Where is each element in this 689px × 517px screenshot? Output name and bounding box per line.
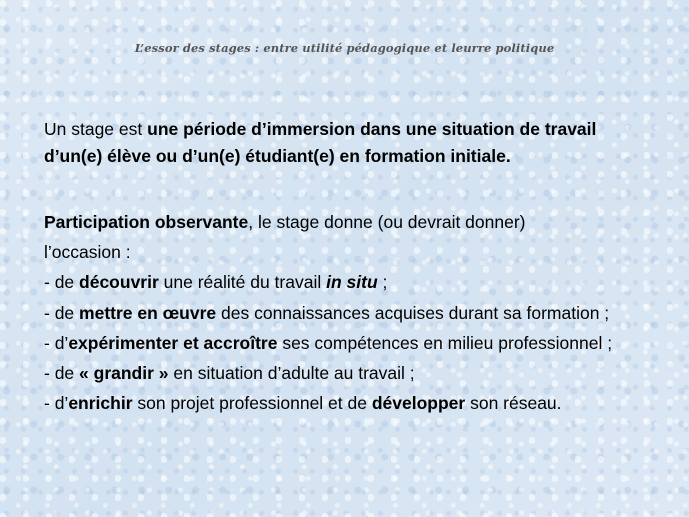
slide-subtitle: L’essor des stages : entre utilité pédagogique et leurre politique: [134, 41, 555, 55]
list-item-prefix: - de: [44, 302, 80, 323]
list-item-prefix: - d’: [44, 332, 69, 353]
body-paragraph: [44, 207, 674, 418]
intro-rest: , le stage donne (ou devrait donner): [248, 212, 526, 232]
list-item: [44, 267, 674, 297]
definition-line-1: [44, 116, 674, 143]
intro-bold: Participation observante: [44, 212, 249, 232]
list-item-text: son projet professionnel et de: [132, 393, 372, 414]
list-item-text: une réalité du travail: [158, 272, 327, 293]
intro-line-1: [44, 207, 674, 237]
list-item-suffix: son réseau.: [465, 393, 562, 414]
list-item: [44, 328, 674, 358]
list-item: [44, 388, 674, 418]
list-item-suffix: ses compétences en milieu professionnel ;: [277, 332, 613, 353]
intro-line-2: l’occasion :: [44, 242, 131, 263]
list-item-suffix: des connaissances acquises durant sa formation ;: [216, 302, 610, 323]
list-item-suffix: ;: [377, 272, 388, 293]
list-item-prefix: - de: [44, 363, 80, 384]
list-item-keyword-2: développer: [371, 393, 466, 414]
list-item-keyword: « grandir »: [79, 363, 169, 384]
list-item-prefix: - de: [44, 272, 80, 293]
definition-prefix: Un stage est: [44, 119, 148, 139]
list-item-prefix: - d’: [44, 393, 69, 414]
list-item-keyword: expérimenter et accroître: [68, 332, 278, 353]
list-item-keyword: découvrir: [79, 272, 159, 293]
list-item: [44, 358, 674, 388]
list-item-keyword: enrichir: [68, 393, 133, 414]
list-item-emphasis: in situ: [326, 272, 378, 293]
list-item-keyword: mettre en œuvre: [79, 302, 217, 323]
definition-bold-2: d’un(e) élève ou d’un(e) étudiant(e) en formation initiale.: [44, 146, 511, 166]
definition-paragraph: [44, 116, 674, 170]
list-item-suffix: en situation d’adulte au travail ;: [168, 363, 415, 384]
list-item: [44, 298, 674, 328]
definition-bold-1: une période d’immersion dans une situation de travail: [147, 119, 597, 139]
definition-line-2: [44, 143, 674, 170]
